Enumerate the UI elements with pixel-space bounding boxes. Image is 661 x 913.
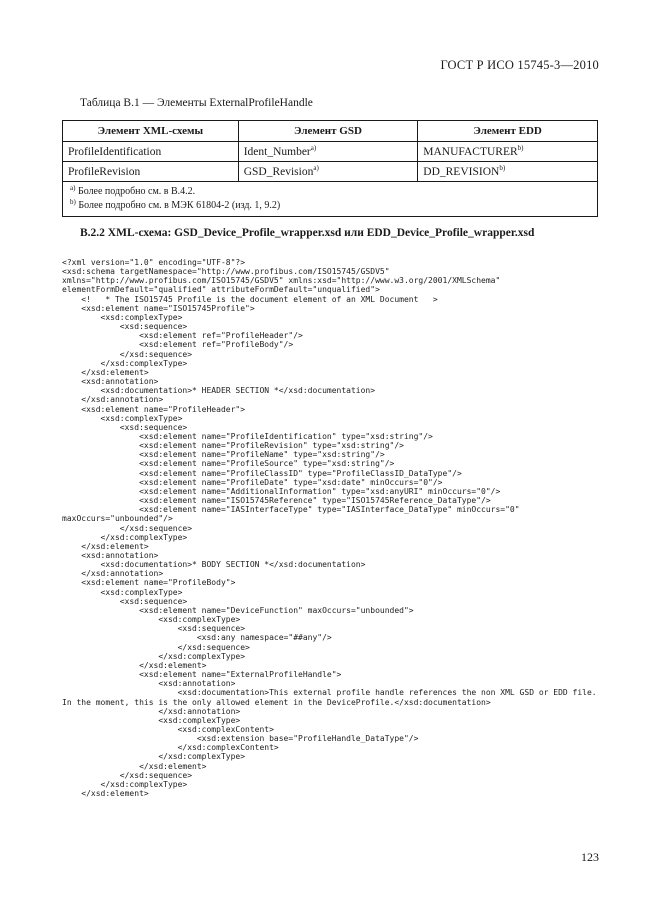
code-line: </xsd:complexType> <box>62 752 246 762</box>
footnote-mark: a) <box>70 184 76 192</box>
code-line: </xsd:complexType> <box>62 651 246 661</box>
table-notes-row <box>63 182 598 217</box>
code-line: <?xml version="1.0" encoding="UTF-8"?> <box>62 258 246 267</box>
footnote-ref: a) <box>310 143 317 152</box>
code-line: <xsd:element name="ProfileClassID" type="ProfileClassID_DataType"/> <box>62 468 462 478</box>
footnote-ref: b) <box>517 143 524 152</box>
code-line: </xsd:complexType> <box>62 532 188 542</box>
code-line: <! * The ISO15745 Profile is the document element of an XML Document > <box>62 294 438 304</box>
column-header-gsd: Элемент GSD <box>238 121 418 142</box>
code-line: </xsd:element> <box>62 660 207 670</box>
cell-edd-text: DD_REVISION <box>423 165 500 178</box>
code-line: <xsd:documentation>* HEADER SECTION *</xsd:documentation> <box>62 386 376 396</box>
cell-edd <box>418 162 598 182</box>
code-line: <xsd:complexType> <box>62 413 183 423</box>
code-line: xmlns="http://www.profibus.com/ISO15745/GSDV5" xmlns:xsd="http://www.w3.org/2001/XMLSchema" <box>62 276 501 286</box>
code-line: <xsd:documentation>* BODY SECTION *</xsd:documentation> <box>62 560 366 570</box>
code-line: <xsd:element name="ProfileSource" type="xsd:string"/> <box>62 459 395 469</box>
code-line: <xsd:element name="AdditionalInformation" type="xsd:anyURI" minOccurs="0"/> <box>62 486 501 496</box>
code-line: </xsd:annotation> <box>62 706 241 716</box>
code-line: <xsd:annotation> <box>62 679 236 689</box>
column-header-xml: Элемент XML-схемы <box>63 121 239 142</box>
code-line: <xsd:documentation>This external profile handle references the non XML GSD or EDD file. <box>62 688 597 698</box>
code-line: <xsd:complexType> <box>62 615 241 625</box>
code-line: </xsd:element> <box>62 789 149 799</box>
code-line: <xsd:schema targetNamespace="http://www.profibus.com/ISO15745/GSDV5" <box>62 267 390 277</box>
code-line: <xsd:element name="ProfileDate" type="xsd:date" minOccurs="0"/> <box>62 477 443 487</box>
code-line: <xsd:any namespace="##any"/> <box>62 633 332 643</box>
code-line: maxOccurs="unbounded"/> <box>62 514 173 524</box>
cell-xml: ProfileIdentification <box>63 142 239 162</box>
code-line: <xsd:element name="ISO15745Reference" type="ISO15745Reference_DataType"/> <box>62 496 491 506</box>
section-title: В.2.2 XML-схема: GSD_Device_Profile_wrapper.xsd или EDD_Device_Profile_wrapper.xsd <box>80 227 535 239</box>
code-line: </xsd:complexContent> <box>62 743 279 753</box>
cell-xml: ProfileRevision <box>63 162 239 182</box>
cell-edd-text: MANUFACTURER <box>423 145 518 158</box>
code-line: <xsd:sequence> <box>62 322 188 332</box>
footnote-ref: a) <box>313 163 319 172</box>
code-line: </xsd:annotation> <box>62 395 164 405</box>
code-line: </xsd:sequence> <box>62 349 193 359</box>
column-header-edd: Элемент EDD <box>418 121 598 142</box>
code-line: </xsd:sequence> <box>62 523 193 533</box>
code-line: <xsd:sequence> <box>62 624 246 634</box>
code-line: </xsd:element> <box>62 367 149 377</box>
code-line: <xsd:element name="ProfileRevision" type="xsd:string"/> <box>62 441 404 451</box>
code-line: </xsd:sequence> <box>62 770 193 780</box>
cell-gsd-text: GSD_Revision <box>243 165 314 178</box>
footnote <box>70 185 592 199</box>
code-line: </xsd:complexType> <box>62 358 188 368</box>
code-line: </xsd:annotation> <box>62 569 164 579</box>
cell-gsd-text: Ident_Number <box>243 145 311 158</box>
code-line: <xsd:element name="ProfileIdentification" type="xsd:string"/> <box>62 431 433 441</box>
code-line: <xsd:extension base="ProfileHandle_DataType"/> <box>62 734 419 744</box>
code-line: <xsd:complexType> <box>62 715 241 725</box>
elements-table <box>62 120 598 217</box>
table-caption: Таблица В.1 — Элементы ExternalProfileHandle <box>80 97 313 109</box>
code-line: <xsd:element name="ProfileBody"> <box>62 578 236 588</box>
code-line: elementFormDefault="qualified" attributeFormDefault="unqualified"> <box>62 285 380 295</box>
code-line: <xsd:element name="IASInterfaceType" type="IASInterface_DataType" minOccurs="0" <box>62 505 520 515</box>
table-header-row <box>63 121 598 142</box>
page-number: 123 <box>581 850 599 864</box>
code-line: <xsd:element ref="ProfileHeader"/> <box>62 331 303 341</box>
code-line: <xsd:element name="ExternalProfileHandle"> <box>62 670 342 680</box>
code-line: <xsd:element name="DeviceFunction" maxOccurs="unbounded"> <box>62 605 414 615</box>
code-line: <xsd:sequence> <box>62 596 188 606</box>
code-line: In the moment, this is the only allowed element in the DeviceProfile.</xsd:documentation> <box>62 697 491 707</box>
footnote-ref: b) <box>499 163 506 172</box>
code-line: <xsd:complexType> <box>62 312 183 322</box>
table-row <box>63 162 598 182</box>
cell-gsd <box>238 162 418 182</box>
table-row <box>63 142 598 162</box>
footnote-text: Более подробно см. в МЭК 61804-2 (изд. 1, 9.2) <box>75 200 281 211</box>
code-line: </xsd:element> <box>62 761 207 771</box>
code-line: <xsd:element name="ProfileHeader"> <box>62 404 246 414</box>
document-id: ГОСТ Р ИСО 15745-3—2010 <box>440 58 599 72</box>
footnote-text: Более подробно см. в В.4.2. <box>75 186 196 197</box>
xml-code-listing <box>62 258 602 798</box>
code-line: <xsd:complexContent> <box>62 724 274 734</box>
code-line: <xsd:element name="ISO15745Profile"> <box>62 303 255 313</box>
code-line: <xsd:annotation> <box>62 551 159 560</box>
code-line: </xsd:complexType> <box>62 779 188 789</box>
table-notes <box>63 182 598 217</box>
code-line: <xsd:element name="ProfileName" type="xsd:string"/> <box>62 450 385 460</box>
cell-edd <box>418 142 598 162</box>
code-line: </xsd:sequence> <box>62 642 250 652</box>
footnote <box>70 199 592 213</box>
cell-gsd <box>238 142 418 162</box>
code-line: </xsd:element> <box>62 541 149 551</box>
code-line: <xsd:element ref="ProfileBody"/> <box>62 340 294 350</box>
code-line: <xsd:annotation> <box>62 377 159 387</box>
code-line: <xsd:complexType> <box>62 587 183 597</box>
code-line: <xsd:sequence> <box>62 422 188 432</box>
footnote-mark: b) <box>70 198 76 206</box>
